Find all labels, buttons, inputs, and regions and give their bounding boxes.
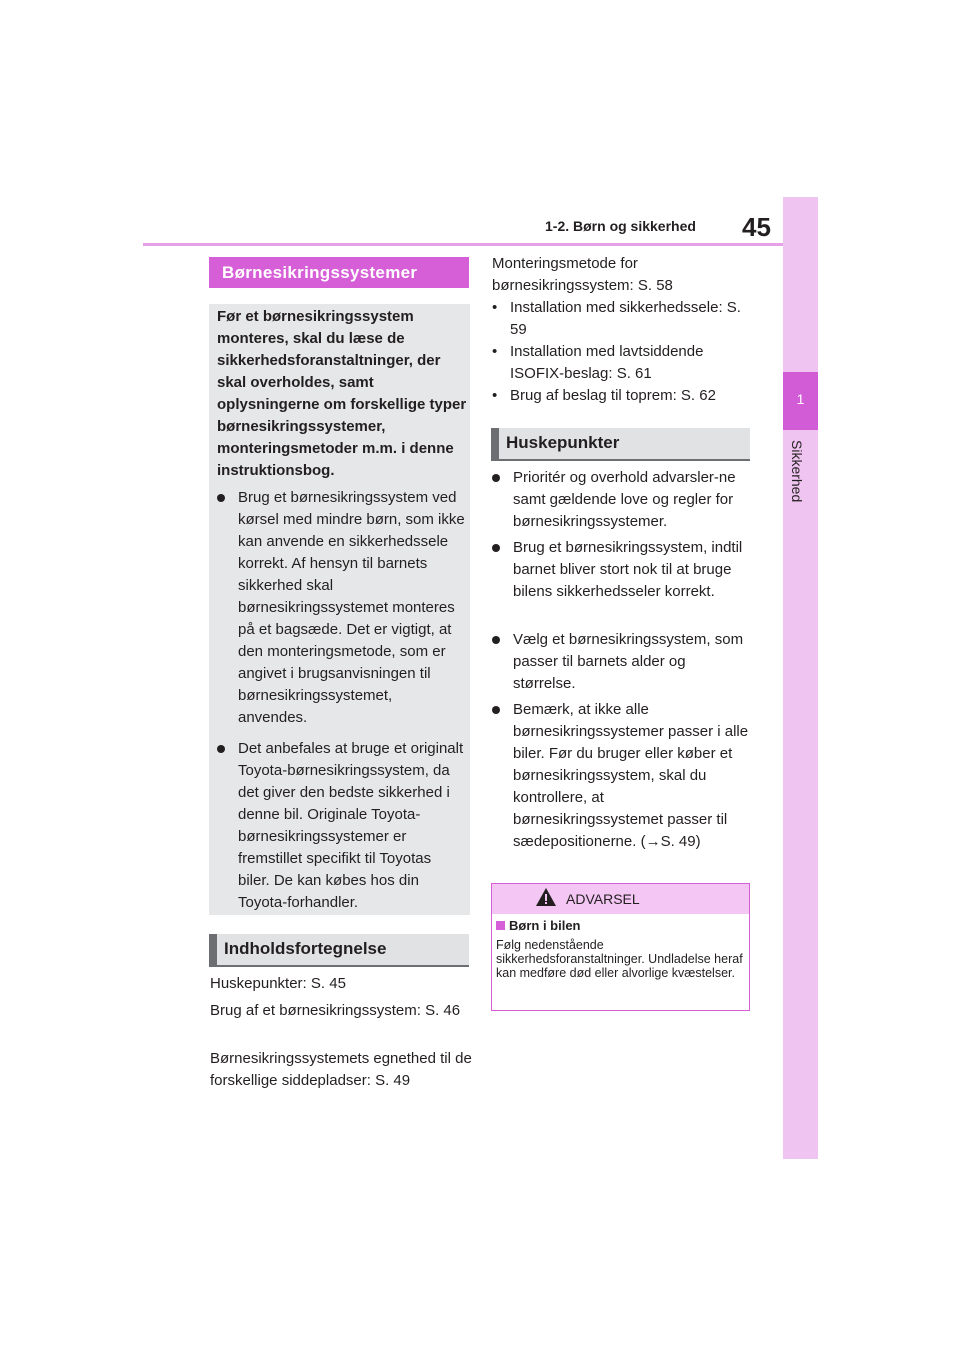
warning-text: Følg nedenstående sikkerhedsforanstaltninger. Undladelse heraf kan medføre død eller alvorlige kvæstelser. — [496, 938, 743, 980]
warning-label: ADVARSEL — [566, 891, 640, 907]
bullet-icon: • — [492, 343, 498, 360]
chapter-title: Sikkerhed — [789, 440, 805, 503]
mounting-method-item[interactable] — [492, 385, 742, 407]
mounting-method-item[interactable] — [492, 297, 742, 341]
list-item-text: Brug et børnesikringssystem ved kørsel med mindre børn, som ikke kan anvende en sikkerhedssele korrekt. Af hensyn til barnets sikkerhed skal børnesikringssystemet monteres på et bagsæde. Det er vigtigt, at den monteringsmetode, som er angivet i brugsanvisningen til børnesikringssystemet, anvendes. — [238, 489, 465, 726]
header-rule — [143, 243, 783, 246]
list-item-text: Vælg et børnesikringssystem, som passer til barnets alder og størrelse. — [513, 631, 744, 692]
list-item — [492, 467, 750, 533]
list-item-text: Det anbefales at bruge et originalt Toyota-børnesikringssystem, da det giver den bedste sikkerhed i denne bil. Originale Toyota-børnesikringssystemer er fremstillet specifikt til Toyotas biler. De kan købes hos din Toyota-forhandler. — [238, 740, 464, 911]
mounting-method-intro[interactable]: Monteringsmetode for børnesikringssystem: S. 58 — [492, 255, 673, 294]
warning-subheading — [496, 918, 581, 933]
list-item — [217, 738, 465, 914]
bullet-icon: • — [492, 299, 498, 316]
list-item — [492, 699, 750, 853]
list-item-text: Brug et børnesikringssystem, indtil barnet bliver stort nok til at bruge bilens sikkerhedsseler korrekt. — [513, 539, 743, 600]
list-item — [492, 629, 750, 695]
mounting-method-text: Installation med sikkerhedssele: S. 59 — [510, 299, 741, 338]
page-number: 45 — [742, 212, 771, 242]
bullet-icon — [217, 494, 225, 502]
toc-entry[interactable]: Børnesikringssystemets egnethed til de forskellige siddepladser: S. 49 — [210, 1050, 472, 1089]
points-heading: Huskepunkter — [491, 428, 750, 461]
running-title: 1-2. Børn og sikkerhed — [545, 218, 696, 234]
toc-entry[interactable]: Brug af et børnesikringssystem: S. 46 — [210, 1002, 461, 1019]
bullet-icon — [217, 745, 225, 753]
list-item-text: Bemærk, at ikke alle børnesikringssystemer passer i alle biler. Før du bruger eller køber et børnesikringssystem, skal du kontrollere, at børnesikringssystemet passer til sædepositionerne. (→S. 49) — [513, 701, 749, 850]
intro-text: Før et børnesikringssystem monteres, skal du læse de sikkerhedsforanstaltninger, der skal overholdes, samt oplysningerne om forskellige typer børnesikringssystemer, monteringsmetoder m.m. i denne instruktionsbog. — [217, 308, 467, 479]
bullet-icon — [492, 544, 500, 552]
mounting-method-text: Brug af beslag til toprem: S. 62 — [510, 387, 716, 404]
square-bullet-icon — [496, 921, 505, 930]
bullet-icon — [492, 474, 500, 482]
warning-subheading-text: Børn i bilen — [509, 918, 581, 933]
mounting-method-item[interactable] — [492, 341, 742, 385]
bullet-icon: • — [492, 387, 498, 404]
warning-triangle-icon — [535, 887, 557, 912]
bullet-icon — [492, 706, 500, 714]
list-item-text: Prioritér og overhold advarsler-ne samt gældende love og regler for børnesikringssystemer. — [513, 469, 736, 530]
mounting-method-text: Installation med lavtsiddende ISOFIX-beslag: S. 61 — [510, 343, 704, 382]
toc-heading: Indholdsfortegnelse — [209, 934, 469, 967]
list-item — [492, 537, 750, 603]
toc-entry[interactable]: Huskepunkter: S. 45 — [210, 975, 346, 992]
chapter-side-tab — [783, 197, 818, 1159]
chapter-number: 1 — [796, 391, 805, 407]
section-heading-childseats: Børnesikringssystemer — [209, 257, 469, 288]
list-item — [217, 487, 465, 729]
bullet-icon — [492, 636, 500, 644]
